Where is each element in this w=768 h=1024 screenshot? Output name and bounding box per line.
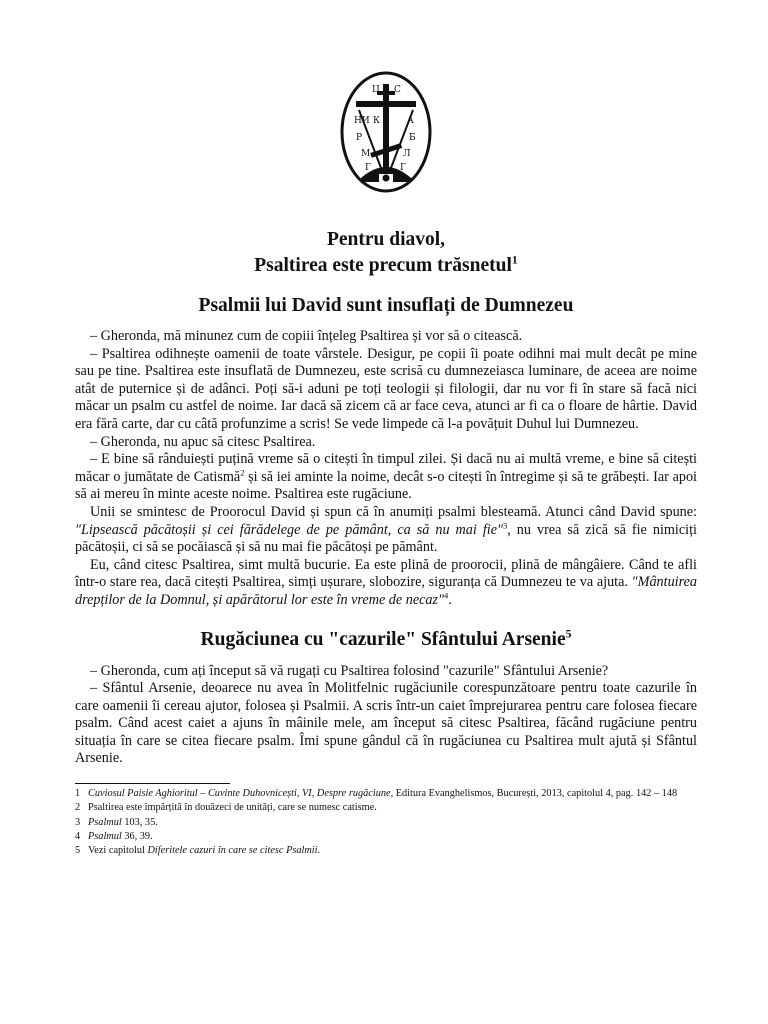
orthodox-cross-emblem-icon xyxy=(339,70,433,194)
emblem-letter-ni: НИ xyxy=(354,116,370,126)
footnote-ref-3[interactable]: 3 xyxy=(502,519,508,530)
scripture-quote: "Mântuirea drepților de la Domnul, și apărătorul lor este în vreme de necaz" xyxy=(75,574,697,608)
paragraph-text: Unii se smintesc de Proorocul David și spun că în anumiți psalmi blesteamă. Atunci când David spune: xyxy=(90,503,697,520)
paragraph xyxy=(75,451,697,504)
footnote-number: 3 xyxy=(75,816,81,828)
section-heading-text: Rugăciunea cu "cazurile" Sfântului Arsenie xyxy=(200,628,566,650)
footnote-number: 4 xyxy=(75,830,81,842)
footnote-text: 103, 35. xyxy=(121,816,158,828)
section-heading-cases xyxy=(75,627,697,653)
footnote-text: Vezi capitolul xyxy=(88,845,148,857)
footnote-4 xyxy=(75,830,697,844)
section-heading-psalms: Psalmii lui David sunt insuflați de Dumnezeu xyxy=(198,295,574,316)
footnote-number: 2 xyxy=(75,802,81,814)
emblem-letter-a: А xyxy=(407,116,414,126)
footnote-5 xyxy=(75,844,697,858)
footnote-divider xyxy=(75,783,230,784)
footnote-text: Psaltirea este împărțită în douăzeci de unități, care se numesc catisme. xyxy=(88,802,377,814)
footnote-text: . xyxy=(317,845,321,857)
paragraph-text: și să iei aminte la noime, decât s-o citești în întregime și să te grăbești. Iar apoi să ai mereu în minte aceste noime. Psaltirea este rugăciune. xyxy=(75,468,697,503)
title-line-2: Psaltirea este precum trăsnetul xyxy=(254,255,512,276)
document-title xyxy=(75,227,697,279)
footnote-number: 5 xyxy=(75,845,81,857)
emblem-letter-l: Л xyxy=(403,149,411,159)
section-body-psalms xyxy=(75,328,697,610)
footnote-number: 1 xyxy=(75,788,81,800)
footnote-italic: Cuviosul Paisie Aghioritul – Cuvinte Duhovnicești, VI, Despre rugăciune xyxy=(88,788,391,800)
paragraph-text: – E bine să rânduiești puțină vreme să o citești în timpul zilei. Și dacă nu ai multă vreme, e bine să citești măcar o jumătate de Catismă xyxy=(75,451,697,485)
footnote-text: 36, 39. xyxy=(121,830,153,842)
emblem-letter-g1: Г xyxy=(365,163,371,173)
emblem-letter-m: М xyxy=(361,149,371,159)
paragraph-text: Eu, când citesc Psaltirea, simt multă bucurie. Ea este plină de proorocii, plină de mângâiere. Când te afli într-o stare rea, dacă citești Psaltirea, simți ușurare, slobozire, siguranța că Dumnezeu te va ajuta. xyxy=(75,556,697,591)
document-page xyxy=(75,70,697,859)
footnote-3 xyxy=(75,816,697,830)
footnote-ref-5[interactable]: 5 xyxy=(565,627,572,640)
footnote-ref-4[interactable]: 4 xyxy=(444,590,449,601)
emblem-letter-ts: Ц xyxy=(372,85,380,95)
footnote-2 xyxy=(75,801,697,815)
emblem-letter-b: Б xyxy=(409,133,416,143)
paragraph: – Psaltirea odihnește oamenii de toate vârstele. Desigur, pe copii îi poate odihni mai mult decât pe mine sau pe tine. Psaltirea este insuflată de Dumnezeu, este scrisă cu dumnezeiasca luminare, de aceea are noime atât de puternice și de adânci. Poți să-i aduni pe toți teologii și filologii, dar nu vor fi în stare să facă nici măcar un psalm cu astfel de noime. Iar dacă să zicem că ar face ceva, atunci ar fi ca o floare de hârtie. David era fără carte, dar cu câtă profunzime a scris! Se vede limpede că l-a povățuit Duhul lui Dumnezeu. xyxy=(75,345,697,432)
paragraph xyxy=(75,504,697,557)
footnotes xyxy=(75,783,697,858)
footnote-1 xyxy=(75,787,697,801)
paragraph: – Gheronda, cum ați început să vă rugați cu Psaltirea folosind "cazurile" Sfântului Arsenie? xyxy=(90,662,609,679)
paragraph-text: . xyxy=(448,591,452,608)
footnote-italic: Psalmul xyxy=(88,830,122,842)
section-body-cases xyxy=(75,663,697,769)
paragraph: – Gheronda, mă minunez cum de copiii înțeleg Psaltirea și vor să o citească. xyxy=(90,328,523,344)
title-line-1: Pentru diavol, xyxy=(326,229,446,250)
emblem-letter-g2: Г xyxy=(400,163,406,173)
paragraph: – Gheronda, nu apuc să citesc Psaltirea. xyxy=(90,433,316,450)
emblem-letter-k: К xyxy=(373,116,380,126)
footnote-text: , Editura Evanghelismos, București, 2013, capitolul 4, pag. 142 – 148 xyxy=(390,788,678,800)
scripture-quote: "Lipsească păcătoșii și cei fărădelege de pe pământ, ca să nu mai fie" xyxy=(75,521,503,538)
emblem-letter-s: С xyxy=(394,85,401,95)
paragraph: – Sfântul Arsenie, deoarece nu avea în Molitfelnic rugăciunile corespunzătoare pentru toate cazurile în care oamenii îi cereau ajutor, folosea și Psalmii. A scris într-un caiet împrejurarea pentru care folosea fiecare psalm. Când acest caiet a ajuns în mâinile mele, am început să citesc Psaltirea, făcând rugăciune pentru situația în care se citea fiecare psalm. Îmi spune gândul că în rugăciunea cu Psaltirea mult ajută și Sfântul Arsenie. xyxy=(75,680,697,767)
footnote-ref-2[interactable]: 2 xyxy=(240,467,245,478)
emblem-letter-r: Р xyxy=(356,133,363,143)
paragraph xyxy=(75,557,697,610)
footnote-italic: Diferitele cazuri în care se citesc Psalmii xyxy=(147,845,318,857)
paragraph-text: , nu vrea să zică să fie nimiciți păcătoșii, ci să se pocăiască și să nu mai fie păcătoși pe pământ. xyxy=(75,521,697,556)
footnote-italic: Psalmul xyxy=(88,816,122,828)
footnote-ref-1[interactable]: 1 xyxy=(511,253,518,267)
